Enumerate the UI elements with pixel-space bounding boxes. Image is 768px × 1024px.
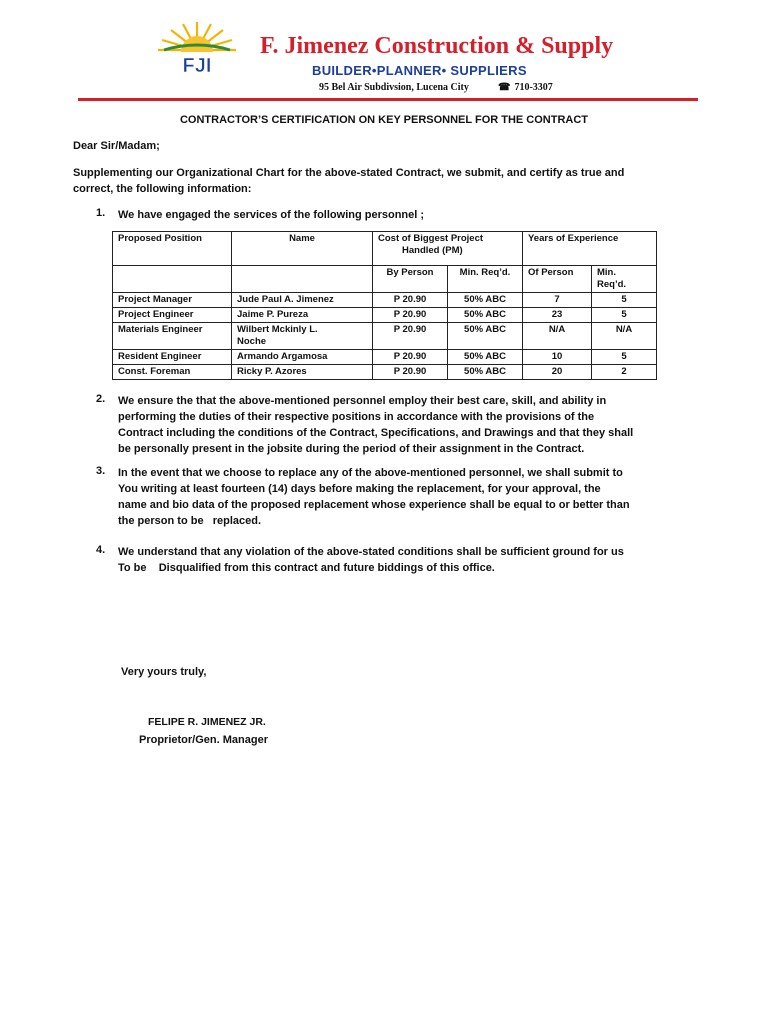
table-row [113,293,657,308]
cell-of-person: 10 [523,350,592,365]
cell-by-person: P 20.90 [373,323,448,350]
list-item-text [118,393,633,457]
list-item-line: To be Disqualified from this contract and future biddings of this office. [118,562,495,574]
header-by-person: By Person [373,266,448,293]
cell-min-req-years: 5 [592,308,657,323]
list-item-line: the person to be replaced. [118,515,262,527]
header-of-person: Of Person [523,266,592,293]
table-row [113,350,657,365]
list-item-number: 2. [96,393,106,405]
cell-position: Const. Foreman [113,365,232,380]
cell-of-person: 23 [523,308,592,323]
table-cell [113,266,232,293]
list-item-line: We have engaged the services of the following personnel ; [118,209,425,221]
intro-line: Supplementing our Organizational Chart for the above-stated Contract, we submit, and certify as true and [73,167,625,179]
cell-position: Materials Engineer [113,323,232,350]
cell-min-req-years: N/A [592,323,657,350]
list-item-line: In the event that we choose to replace any of the above-mentioned personnel, we shall submit to [118,467,623,479]
list-item-line: name and bio data of the proposed replacement whose experience shall be equal to or better than [118,499,630,511]
list-item-number: 3. [96,465,106,477]
list-item-text [118,207,424,223]
signer-title: Proprietor/Gen. Manager [139,734,268,746]
signer-name: FELIPE R. JIMENEZ JR. [148,716,266,728]
list-item-line: be personally present in the jobsite during the period of their assignment in the Contract. [118,443,585,455]
list-item-line: Contract including the conditions of the Contract, Specifications, and Drawings and that they shall [118,427,634,439]
header-divider [78,98,698,101]
cell-name: Ricky P. Azores [232,365,373,380]
document-title: CONTRACTOR’S CERTIFICATION ON KEY PERSONNEL FOR THE CONTRACT [179,114,589,126]
sun-rays-icon [158,22,236,52]
header-years: Years of Experience [523,232,657,266]
list-item-number: 1. [96,207,106,219]
company-tagline: BUILDER•PLANNER• SUPPLIERS [312,63,527,78]
intro-line: correct, the following information: [73,183,252,195]
cell-by-person: P 20.90 [373,350,448,365]
list-item-line: We ensure the that the above-mentioned personnel employ their best care, skill, and ability in [118,395,607,407]
cell-by-person: P 20.90 [373,293,448,308]
cell-name: Jaime P. Pureza [232,308,373,323]
company-logo [152,20,242,78]
table-row [113,308,657,323]
cell-name-line: Wilbert Mckinly L. [237,324,318,335]
phone-number: 710-3307 [514,82,553,93]
cell-position: Project Engineer [113,308,232,323]
cell-min-req: 50% ABC [448,350,523,365]
header-cost-line: Cost of Biggest Project [378,233,484,244]
valediction: Very yours truly, [121,666,207,678]
cell-name [232,323,373,350]
cell-of-person: 7 [523,293,592,308]
header-name: Name [232,232,373,266]
header-min-req-line: Min. [597,267,616,278]
cell-of-person: 20 [523,365,592,380]
cell-min-req: 50% ABC [448,323,523,350]
cell-name: Armando Argamosa [232,350,373,365]
cell-of-person: N/A [523,323,592,350]
header-cost [373,232,523,266]
salutation: Dear Sir/Madam; [73,140,160,152]
table-cell [232,266,373,293]
cell-min-req: 50% ABC [448,308,523,323]
list-item-line: performing the duties of their respective positions in accordance with the provisions of the [118,411,595,423]
list-item-text [118,465,630,529]
list-item-line: You writing at least fourteen (14) days before making the replacement, for your approval, the [118,483,601,495]
intro-paragraph [73,165,693,197]
cell-min-req: 50% ABC [448,293,523,308]
header-position: Proposed Position [113,232,232,266]
cell-by-person: P 20.90 [373,365,448,380]
cell-min-req-years: 5 [592,350,657,365]
company-name: F. Jimenez Construction & Supply [260,33,614,59]
cell-position: Resident Engineer [113,350,232,365]
cell-min-req-years: 5 [592,293,657,308]
table-row [113,323,657,350]
company-address: 95 Bel Air Subdivsion, Lucena City [319,82,469,93]
cell-position: Project Manager [113,293,232,308]
table-header-row [113,232,657,266]
list-item-line: We understand that any violation of the above-stated conditions shall be sufficient ground for us [118,546,624,558]
header-cost-line: Handled (PM) [402,245,463,256]
company-phone [498,82,553,93]
list-item-text [118,544,624,576]
header-min-req-years [592,266,657,293]
cell-min-req-years: 2 [592,365,657,380]
telephone-icon: ☎ [498,82,511,93]
cell-name: Jude Paul A. Jimenez [232,293,373,308]
header-min-req-line: Req’d. [597,279,627,290]
logo-text: FJI [182,55,212,77]
header-min-req: Min. Req’d. [448,266,523,293]
list-item-number: 4. [96,544,106,556]
table-subheader-row [113,266,657,293]
cell-min-req: 50% ABC [448,365,523,380]
personnel-table [112,231,657,380]
cell-by-person: P 20.90 [373,308,448,323]
cell-name-line: Noche [237,336,267,347]
table-row [113,365,657,380]
